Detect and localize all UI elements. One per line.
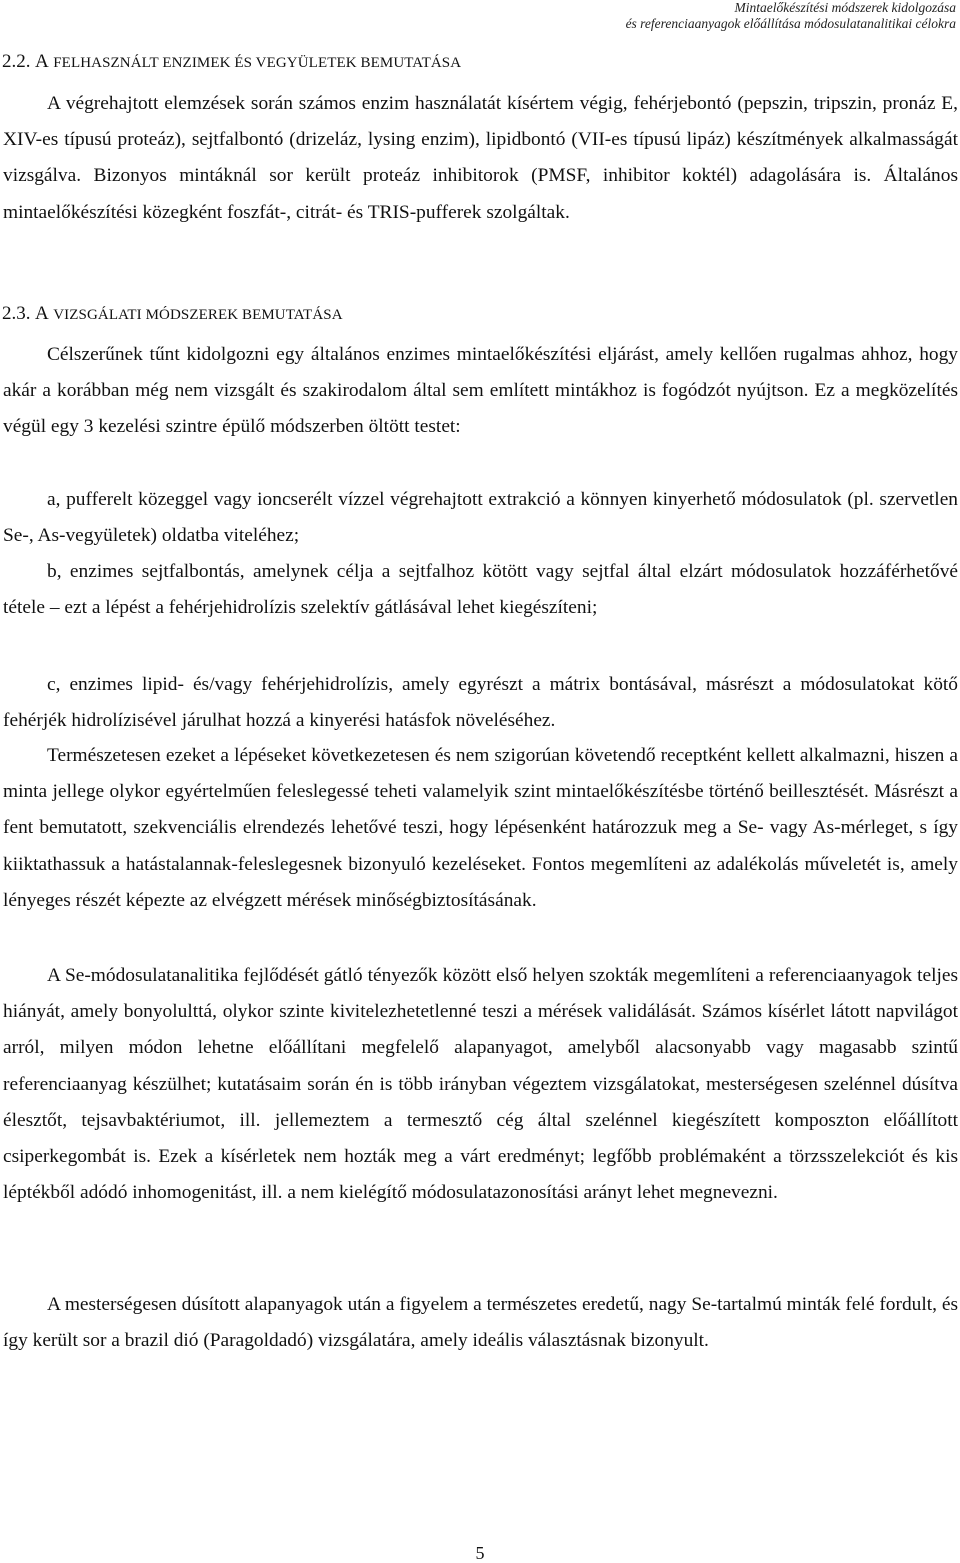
paragraph: Célszerűnek tűnt kidolgozni egy általános enzimes mintaelőkészítési eljárást, amely kellően rugalmas ahhoz, hogy akár a korábban még nem vizsgált és szakirodalom által sem említett mintákhoz is fogódzót nyújtson. Ez a megközelítés végül egy 3 kezelési szintre épülő módszerben öltött testet:	[3, 344, 958, 438]
list-item: b, enzimes sejtfalbontás, amelynek célja a sejtfalhoz kötött vagy sejtfal által elzárt módosulatok hozzáférhetővé tétele – ezt a lépést a fehérjehidrolízis szelektív gátlásával lehet kiegészíteni;	[3, 561, 958, 619]
running-header-line-2: és referenciaanyagok előállítása módosulatanalitikai célokra	[625, 16, 956, 31]
list-item: c, enzimes lipid- és/vagy fehérjehidrolízis, amely egyrészt a mátrix bontásával, másrészt a módosulatokat kötő fehérjék hidrolízisével járulhat hozzá a kinyerési hatásfok növeléséhez.	[3, 674, 958, 732]
section-title: FELHASZNÁLT ENZIMEK ÉS VEGYÜLETEK BEMUTATÁSA	[53, 55, 462, 71]
paragraph: Természetesen ezeket a lépéseket következetesen és nem szigorúan követendő receptként kellett alkalmazni, hiszen a minta jellege olykor egyértelműen feleslegessé teheti valamelyik szint mintaelőkészítésbe történő beillesztését. Másrészt a fent bemutatott, szekvenciális elrendezés lehetővé teszi, hogy lépésenként határozzuk meg a Se- vagy As-mérleget, s így kiiktathassuk a hatástalannak-feleslegesnek bizonyuló kezeléseket. Fontos megemlíteni az adalékolás műveletét is, amely lényeges részét képezte az elvégzett mérések minőségbiztosításának.	[3, 745, 958, 911]
list-item: a, pufferelt közeggel vagy ioncserélt vízzel végrehajtott extrakció a könnyen kinyerhető módosulatok (pl. szervetlen Se-, As-vegyületek) oldatba viteléhez;	[3, 489, 958, 547]
section-heading-2-3	[2, 302, 343, 326]
paragraph: A végrehajtott elemzések során számos enzim használatát kísértem végig, fehérjebontó (pepszin, tripszin, pronáz E, XIV-es típusú proteáz), sejtfalbontó (drizeláz, lysing enzim), lipidbontó (VII-es típusú lipáz) készítmények alkalmasságát vizsgálva. Bizonyos mintáknál sor került proteáz inhibitorok (PMSF, inhibitor koktél) adagolására is. Általános mintaelőkészítési közegként foszfát-, citrát- és TRIS-pufferek szolgáltak.	[3, 93, 958, 223]
paragraph: A Se-módosulatanalitika fejlődését gátló tényezők között első helyen szokták megemlíteni a referenciaanyagok teljes hiányát, amely bonyolulttá, olykor szinte kivitelezhetetlenné teszi a mérések validálását. Számos kísérlet látott napvilágot arról, milyen módon lehetne előállítani megfelelő alapanyagot, amelyből alacsonyabb vagy magasabb szintű referenciaanyag készülhet; kutatásaim során én is több irányban végeztem vizsgálatokat, mesterségesen szelénnel dúsítva élesztőt, tejsavbaktériumot, ill. jellemeztem a termesztő cég által szelénnel kiegészített komposzton előállított csiperkegombát is. Ezek a kísérletek nem hozták meg a várt eredményt; legfőbb problémaként a törzsszelekciót és kis léptékből adódó inhomogenitást, ill. a nem kielégítő módosulatazonosítási arányt lehet megnevezni.	[3, 965, 958, 1204]
page-number: 5	[475, 1543, 485, 1563]
section-title: VIZSGÁLATI MÓDSZEREK BEMUTATÁSA	[53, 307, 343, 323]
running-header-line-1: Mintaelőkészítési módszerek kidolgozása	[734, 0, 956, 15]
section-heading-2-2	[2, 50, 461, 74]
section-number: 2.2.	[2, 51, 31, 72]
section-number: 2.3.	[2, 303, 31, 324]
section-title-initial: A	[35, 303, 49, 324]
running-header	[626, 0, 956, 32]
paragraph: A mesterségesen dúsított alapanyagok után a figyelem a természetes eredetű, nagy Se-tartalmú minták felé fordult, és így került sor a brazil dió (Paragoldadó) vizsgálatára, amely ideális választásnak bizonyult.	[3, 1294, 958, 1352]
section-title-initial: A	[35, 51, 49, 72]
